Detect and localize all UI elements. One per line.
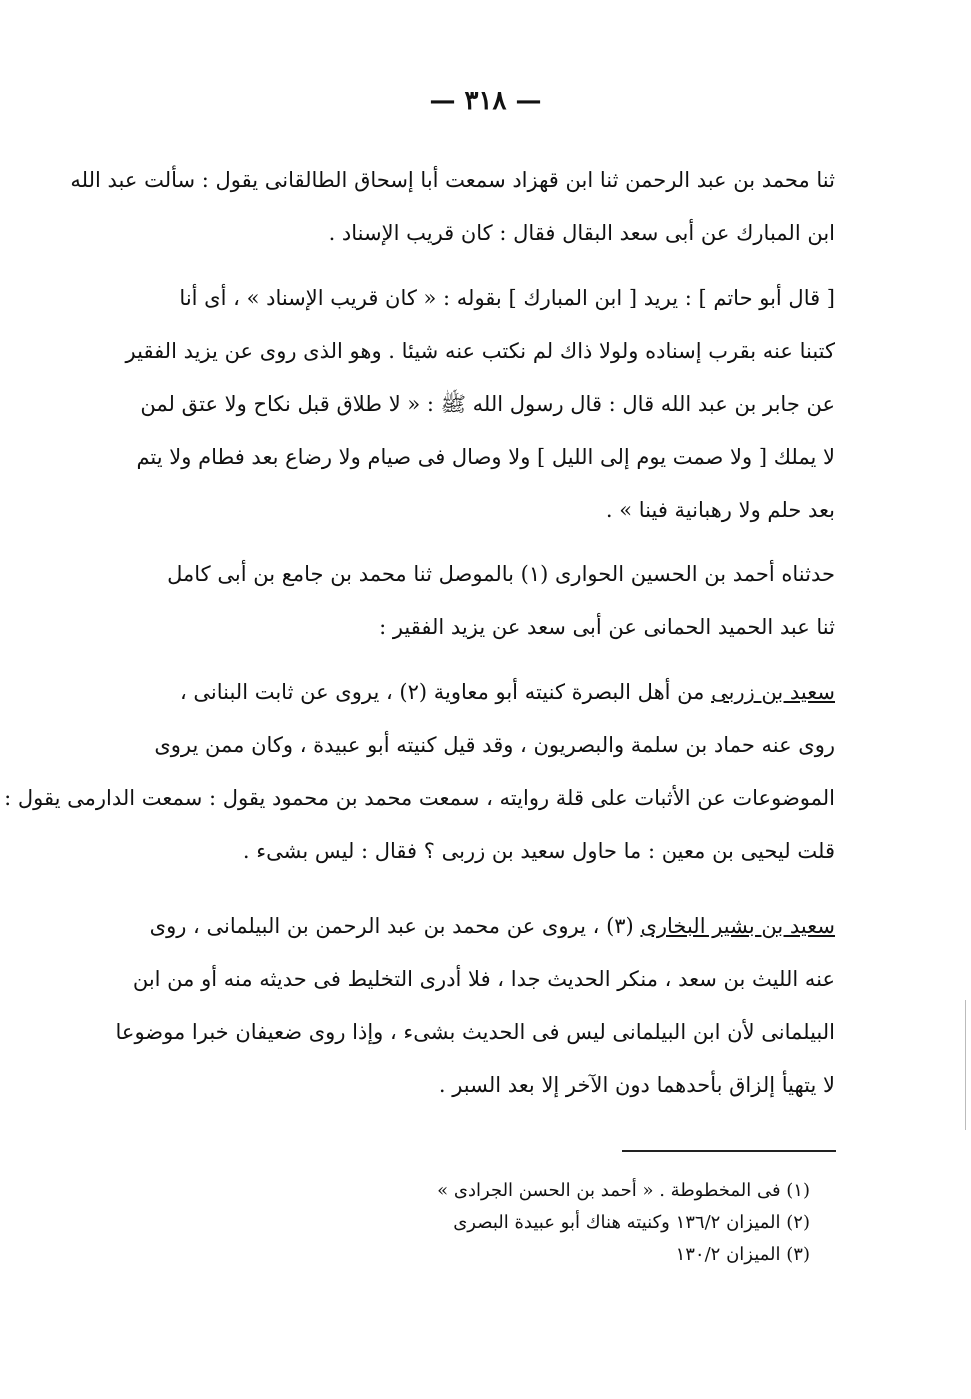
text-line: حدثناه أحمد بن الحسين الحوارى (١) بالموصل ثنا محمد بن جامع بن أبى كامل	[167, 562, 835, 586]
entry-said-ibn-bashir	[100, 900, 835, 1112]
text-line	[100, 666, 835, 719]
footnote: (٣) الميزان ١٣٠/٢	[675, 1244, 810, 1265]
paragraph-abu-hatim-comment	[100, 272, 835, 537]
footnote-divider	[622, 1150, 836, 1152]
footnotes	[380, 1175, 810, 1271]
text-line: عن جابر بن عبد الله قال : قال رسول الله ﷺ : « لا طلاق قبل نكاح ولا عتق لمن	[140, 392, 835, 416]
text-line: ابن المبارك عن أبى سعد البقال فقال : كان قريب الإسناد .	[328, 221, 835, 245]
entry-first-line: من أهل البصرة كنيته أبو معاوية (٢) ، يروى عن ثابت البنانى ،	[179, 680, 705, 704]
text-line: كتبنا عنه بقرب إسناده ولولا ذاك لم نكتب عنه شيئا . وهو الذى روى عن يزيد الفقير	[125, 339, 835, 363]
scan-edge-mark	[965, 1000, 966, 1130]
text-line: ثنا محمد بن عبد الرحمن ثنا ابن قهزاد سمعت أبا إسحاق الطالقانى يقول : سألت عبد الله	[70, 168, 835, 192]
text-line: لا يتهيأ إلزاق بأحدهما دون الآخر إلا بعد السبر .	[438, 1073, 835, 1097]
footnote: (١) فى المخطوطة . « أحمد بن الحسن الجرادى »	[437, 1180, 810, 1201]
text-line: قلت ليحيى بن معين : ما حاول سعيد بن زربى ؟ فقال : ليس بشىء .	[242, 839, 835, 863]
paragraph-isnad	[70, 154, 835, 260]
text-line: لا يملك [ ولا صمت يوم إلى الليل ] ولا وصال فى صيام ولا رضاع بعد فطام ولا يتم	[136, 445, 835, 469]
text-line: [ قال أبو حاتم ] : يريد [ ابن المبارك ] بقوله : « كان قريب الإسناد » ، أى أنا	[179, 286, 835, 310]
text-line: الموضوعات عن الأثبات على قلة روايته ، سمعت محمد بن محمود يقول : سمعت الدارمى يقول :	[4, 786, 835, 810]
entry-name: سعيد بن زربى	[711, 680, 835, 704]
entry-name: سعيد بن بشير البخارى	[640, 914, 835, 938]
page-number: — ٣١٨ —	[429, 86, 542, 116]
text-line: البيلمانى لأن ابن البيلمانى ليس فى الحديث بشىء ، وإذا روى ضعيفان خبرا موضوعا	[115, 1020, 835, 1044]
text-line: ثنا عبد الحميد الحمانى عن أبى سعد عن يزيد الفقير :	[379, 615, 835, 639]
text-line	[100, 900, 835, 953]
entry-first-line: (٣) ، يروى عن محمد بن عبد الرحمن بن البيلمانى ، روى	[149, 914, 634, 938]
text-line: روى عنه حماد بن سلمة والبصريون ، وقد قيل كنيته أبو عبيدة ، وكان ممن يروى	[154, 733, 835, 757]
text-line: عنه الليث بن سعد ، منكر الحديث جدا ، فلا أدرى التخليط فى حديثه منه أو من ابن	[132, 967, 835, 991]
text-line: بعد حلم ولا رهبانية فينا » .	[605, 498, 835, 522]
entry-said-ibn-zarbi	[4, 666, 835, 878]
paragraph-hadith-chain	[100, 548, 835, 654]
footnote: (٢) الميزان ١٣٦/٢ وكنيته هناك أبو عبيدة البصرى	[453, 1212, 810, 1233]
